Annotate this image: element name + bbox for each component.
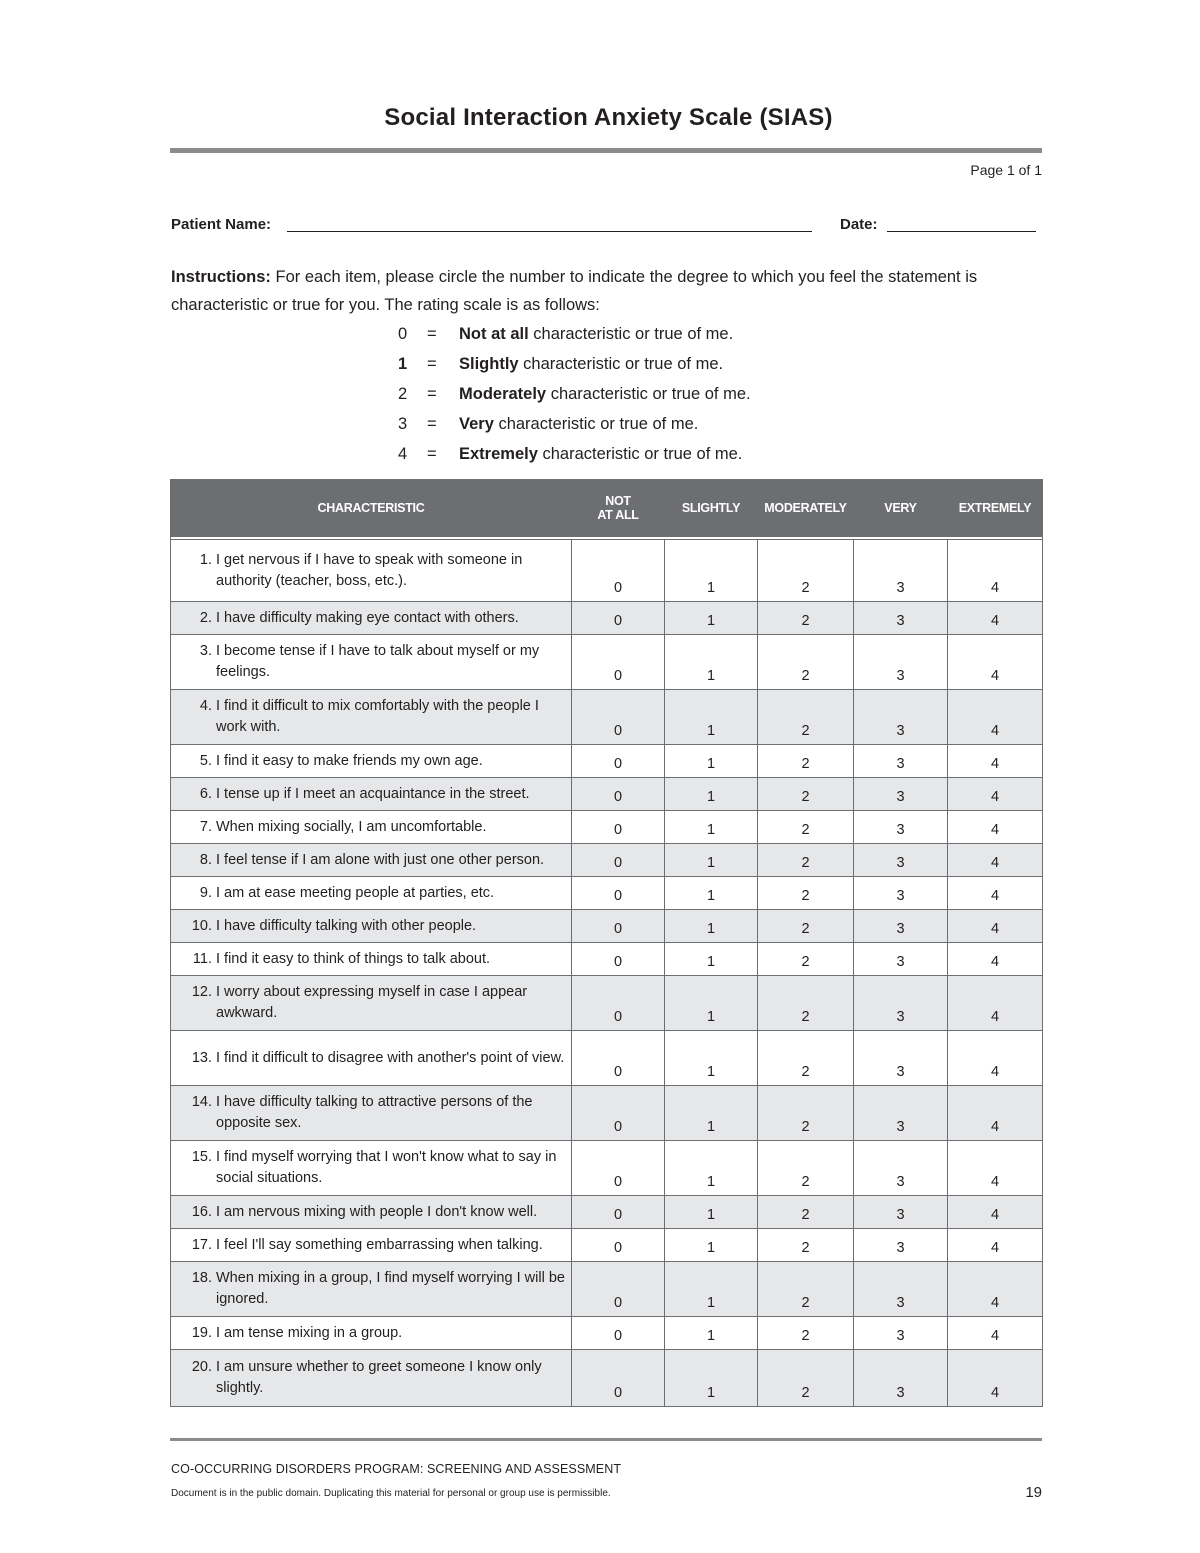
item-number: 18. xyxy=(191,1270,212,1286)
instructions xyxy=(171,263,1051,319)
rating-option[interactable]: 0 xyxy=(572,690,665,745)
rating-option[interactable]: 1 xyxy=(665,1317,758,1350)
rating-option[interactable]: 2 xyxy=(758,844,854,877)
item-number: 3. xyxy=(199,643,212,659)
rating-option[interactable]: 3 xyxy=(854,910,948,943)
item-text: I am at ease meeting people at parties, etc. xyxy=(216,884,495,901)
header-slightly: SLIGHTLY xyxy=(665,480,758,537)
rating-option[interactable]: 2 xyxy=(758,1262,854,1317)
page-number: 19 xyxy=(1025,1484,1042,1501)
rating-option[interactable]: 4 xyxy=(948,1196,1043,1229)
item-cell xyxy=(171,811,572,844)
item-number: 16. xyxy=(191,1203,212,1220)
rating-option[interactable]: 3 xyxy=(854,602,948,635)
table-row xyxy=(171,910,1043,943)
table-row xyxy=(171,1317,1043,1350)
rating-option[interactable]: 0 xyxy=(572,635,665,690)
item-text: I find it easy to think of things to talk about. xyxy=(216,950,491,967)
scale-number: 3 xyxy=(398,415,408,433)
rating-option[interactable]: 4 xyxy=(948,844,1043,877)
rating-option[interactable]: 2 xyxy=(758,690,854,745)
item-cell xyxy=(171,1350,572,1407)
rating-option[interactable]: 1 xyxy=(665,811,758,844)
table-row xyxy=(171,811,1043,844)
rating-option[interactable]: 4 xyxy=(948,1350,1043,1407)
item-number: 12. xyxy=(191,984,212,1000)
rating-option[interactable]: 1 xyxy=(665,1086,758,1141)
item-cell xyxy=(171,635,572,690)
rating-option[interactable]: 1 xyxy=(665,1196,758,1229)
rating-option[interactable]: 4 xyxy=(948,602,1043,635)
rating-option[interactable]: 4 xyxy=(948,811,1043,844)
scale-equals: = xyxy=(427,445,437,463)
item-cell xyxy=(171,1086,572,1141)
item-number: 17. xyxy=(191,1236,212,1253)
rating-option[interactable]: 1 xyxy=(665,844,758,877)
rating-option[interactable]: 3 xyxy=(854,1350,948,1407)
rating-option[interactable]: 4 xyxy=(948,690,1043,745)
table-row xyxy=(171,1141,1043,1196)
rating-option[interactable]: 3 xyxy=(854,745,948,778)
rating-option[interactable]: 2 xyxy=(758,540,854,602)
scale-number: 0 xyxy=(398,325,408,343)
item-cell xyxy=(171,745,572,778)
table-row xyxy=(171,976,1043,1031)
rating-option[interactable]: 2 xyxy=(758,778,854,811)
item-text: I get nervous if I have to speak with someone in authority (teacher, boss, etc.). xyxy=(216,551,523,589)
rating-option[interactable]: 3 xyxy=(854,690,948,745)
scale-label: Moderately xyxy=(459,385,547,403)
item-text: I find it easy to make friends my own age. xyxy=(216,752,483,769)
item-number: 9. xyxy=(199,884,212,901)
rating-option[interactable]: 0 xyxy=(572,811,665,844)
rating-option[interactable]: 3 xyxy=(854,1229,948,1262)
date-field[interactable] xyxy=(887,231,1036,232)
item-cell xyxy=(171,690,572,745)
rating-option[interactable]: 4 xyxy=(948,635,1043,690)
rating-option[interactable]: 4 xyxy=(948,976,1043,1031)
scale-number: 2 xyxy=(398,385,408,403)
item-text: I am tense mixing in a group. xyxy=(216,1324,403,1341)
item-text: I have difficulty talking to attractive persons of the opposite sex. xyxy=(216,1094,533,1131)
rating-option[interactable]: 3 xyxy=(854,1317,948,1350)
instructions-text: For each item, please circle the number to indicate the degree to which you feel the statement is characteristic or true for you. The rating scale is as follows: xyxy=(171,268,978,314)
rating-option[interactable]: 4 xyxy=(948,778,1043,811)
item-number: 7. xyxy=(199,818,212,835)
rating-option[interactable]: 3 xyxy=(854,1141,948,1196)
scale-row xyxy=(398,409,751,439)
rating-option[interactable]: 3 xyxy=(854,1262,948,1317)
item-number: 14. xyxy=(191,1094,212,1110)
rating-option[interactable]: 3 xyxy=(854,976,948,1031)
item-number: 2. xyxy=(199,609,212,626)
table-row xyxy=(171,690,1043,745)
scale-number: 4 xyxy=(398,445,408,463)
footer-note: Document is in the public domain. Duplicating this material for personal or group use is permissible. xyxy=(171,1488,611,1499)
rating-option[interactable]: 4 xyxy=(948,943,1043,976)
rating-option[interactable]: 3 xyxy=(854,1086,948,1141)
rating-option[interactable]: 4 xyxy=(948,745,1043,778)
header-not-at-all-line2: AT ALL xyxy=(597,508,639,522)
rating-option[interactable]: 4 xyxy=(948,1031,1043,1086)
rating-option[interactable]: 2 xyxy=(758,910,854,943)
scale-row xyxy=(398,379,751,409)
item-number: 15. xyxy=(191,1149,212,1165)
rating-option[interactable]: 1 xyxy=(665,745,758,778)
scale-row xyxy=(398,319,751,349)
scale-description: characteristic or true of me. xyxy=(528,325,734,343)
rating-option[interactable]: 3 xyxy=(854,1031,948,1086)
rating-option[interactable]: 0 xyxy=(572,745,665,778)
rating-option[interactable]: 4 xyxy=(948,1262,1043,1317)
instructions-lead: Instructions: xyxy=(171,268,271,286)
table-row xyxy=(171,1196,1043,1229)
scale-equals: = xyxy=(427,355,437,373)
rating-option[interactable]: 2 xyxy=(758,1141,854,1196)
item-number: 10. xyxy=(191,917,212,934)
item-cell xyxy=(171,1317,572,1350)
scale-label: Extremely xyxy=(459,445,538,463)
title-divider xyxy=(170,148,1042,153)
footer-divider xyxy=(170,1438,1042,1441)
rating-option[interactable]: 0 xyxy=(572,602,665,635)
scale-description: characteristic or true of me. xyxy=(493,415,699,433)
rating-option[interactable]: 2 xyxy=(758,745,854,778)
rating-option[interactable]: 2 xyxy=(758,1086,854,1141)
item-cell xyxy=(171,910,572,943)
table-row xyxy=(171,540,1043,602)
rating-option[interactable]: 2 xyxy=(758,1031,854,1086)
rating-option[interactable]: 1 xyxy=(665,540,758,602)
item-text: I worry about expressing myself in case I appear awkward. xyxy=(216,984,528,1021)
rating-option[interactable]: 0 xyxy=(572,540,665,602)
rating-option[interactable]: 0 xyxy=(572,778,665,811)
header-moderately: MODERATELY xyxy=(758,480,854,537)
item-number: 6. xyxy=(199,785,212,802)
item-number: 5. xyxy=(199,752,212,769)
rating-option[interactable]: 1 xyxy=(665,1350,758,1407)
rating-option[interactable]: 2 xyxy=(758,1317,854,1350)
rating-option[interactable]: 3 xyxy=(854,844,948,877)
rating-option[interactable]: 2 xyxy=(758,877,854,910)
rating-option[interactable]: 4 xyxy=(948,540,1043,602)
table-row xyxy=(171,844,1043,877)
rating-option[interactable]: 0 xyxy=(572,1031,665,1086)
scale-equals: = xyxy=(427,415,437,433)
item-number: 13. xyxy=(191,1049,212,1066)
scale-label: Not at all xyxy=(459,325,529,343)
scale-row xyxy=(398,439,751,469)
item-text: I feel tense if I am alone with just one other person. xyxy=(216,851,545,868)
footer-program: CO-OCCURRING DISORDERS PROGRAM: SCREENING AND ASSESSMENT xyxy=(171,1462,622,1476)
rating-option[interactable]: 4 xyxy=(948,1086,1043,1141)
table-row xyxy=(171,635,1043,690)
scale-equals: = xyxy=(427,325,437,343)
page-indicator: Page 1 of 1 xyxy=(970,162,1042,178)
rating-option[interactable]: 2 xyxy=(758,635,854,690)
rating-option[interactable]: 2 xyxy=(758,1229,854,1262)
rating-option[interactable]: 2 xyxy=(758,1196,854,1229)
rating-option[interactable]: 2 xyxy=(758,976,854,1031)
item-text: I find it difficult to mix comfortably with the people I work with. xyxy=(216,698,539,735)
item-cell xyxy=(171,602,572,635)
table-row xyxy=(171,1262,1043,1317)
item-number: 1. xyxy=(199,551,212,568)
rating-scale xyxy=(398,319,751,469)
rating-option[interactable]: 1 xyxy=(665,1262,758,1317)
rating-option[interactable]: 3 xyxy=(854,877,948,910)
rating-option[interactable]: 3 xyxy=(854,635,948,690)
rating-option[interactable]: 0 xyxy=(572,976,665,1031)
rating-option[interactable]: 4 xyxy=(948,1317,1043,1350)
rating-option[interactable]: 1 xyxy=(665,910,758,943)
rating-option[interactable]: 0 xyxy=(572,1196,665,1229)
header-very: VERY xyxy=(854,480,948,537)
scale-row xyxy=(398,349,751,379)
rating-option[interactable]: 4 xyxy=(948,877,1043,910)
table-row xyxy=(171,602,1043,635)
item-text: I become tense if I have to talk about myself or my feelings. xyxy=(216,643,540,680)
rating-option[interactable]: 0 xyxy=(572,844,665,877)
rating-option[interactable]: 1 xyxy=(665,877,758,910)
item-cell xyxy=(171,778,572,811)
header-extremely: EXTREMELY xyxy=(948,480,1043,537)
item-text: I am unsure whether to greet someone I know only slightly. xyxy=(216,1359,542,1396)
sias-table xyxy=(170,479,1043,1407)
item-text: I feel I'll say something embarrassing when talking. xyxy=(216,1236,543,1253)
item-text: I am nervous mixing with people I don't know well. xyxy=(216,1203,538,1220)
item-number: 8. xyxy=(199,851,212,868)
rating-option[interactable]: 4 xyxy=(948,1229,1043,1262)
item-number: 11. xyxy=(192,950,212,967)
item-cell xyxy=(171,943,572,976)
table-row xyxy=(171,745,1043,778)
table-row xyxy=(171,943,1043,976)
rating-option[interactable]: 0 xyxy=(572,910,665,943)
header-not-at-all-line1: NOT xyxy=(605,494,631,508)
rating-option[interactable]: 1 xyxy=(665,635,758,690)
item-cell xyxy=(171,540,572,602)
item-text: I have difficulty talking with other people. xyxy=(216,917,477,934)
rating-option[interactable]: 1 xyxy=(665,1141,758,1196)
rating-option[interactable]: 0 xyxy=(572,1317,665,1350)
item-cell xyxy=(171,1196,572,1229)
item-text: I find myself worrying that I won't know what to say in social situations. xyxy=(216,1149,557,1186)
rating-option[interactable]: 1 xyxy=(665,1229,758,1262)
table-body xyxy=(171,537,1043,1407)
item-text: I find it difficult to disagree with another's point of view. xyxy=(216,1049,565,1066)
rating-option[interactable]: 4 xyxy=(948,910,1043,943)
item-cell xyxy=(171,1262,572,1317)
rating-option[interactable]: 1 xyxy=(665,1031,758,1086)
rating-option[interactable]: 2 xyxy=(758,811,854,844)
page-title: Social Interaction Anxiety Scale (SIAS) xyxy=(384,104,833,131)
table-header-row xyxy=(171,480,1043,537)
scale-label: Slightly xyxy=(459,355,519,373)
item-cell xyxy=(171,1141,572,1196)
scale-number: 1 xyxy=(398,355,408,373)
scale-equals: = xyxy=(427,385,437,403)
table-row xyxy=(171,1031,1043,1086)
rating-option[interactable]: 0 xyxy=(572,877,665,910)
item-cell xyxy=(171,976,572,1031)
rating-option[interactable]: 3 xyxy=(854,811,948,844)
rating-option[interactable]: 0 xyxy=(572,1141,665,1196)
table-row xyxy=(171,1350,1043,1407)
item-cell xyxy=(171,877,572,910)
rating-option[interactable]: 1 xyxy=(665,778,758,811)
rating-option[interactable]: 3 xyxy=(854,540,948,602)
table-row xyxy=(171,778,1043,811)
item-text: When mixing in a group, I find myself worrying I will be ignored. xyxy=(216,1270,565,1307)
rating-option[interactable]: 0 xyxy=(572,1350,665,1407)
item-number: 20. xyxy=(191,1359,212,1375)
item-text: I have difficulty making eye contact with others. xyxy=(216,609,519,626)
rating-option[interactable]: 3 xyxy=(854,1196,948,1229)
item-cell xyxy=(171,844,572,877)
header-not-at-all xyxy=(572,480,665,537)
table-row xyxy=(171,1229,1043,1262)
scale-description: characteristic or true of me. xyxy=(546,385,751,403)
rating-option[interactable]: 3 xyxy=(854,778,948,811)
table-row xyxy=(171,1086,1043,1141)
item-cell xyxy=(171,1229,572,1262)
rating-option[interactable]: 2 xyxy=(758,943,854,976)
rating-option[interactable]: 0 xyxy=(572,1229,665,1262)
item-cell xyxy=(171,1031,572,1086)
rating-option[interactable]: 4 xyxy=(948,1141,1043,1196)
rating-option[interactable]: 0 xyxy=(572,1086,665,1141)
rating-option[interactable]: 1 xyxy=(665,976,758,1031)
header-characteristic: CHARACTERISTIC xyxy=(171,480,572,537)
item-number: 4. xyxy=(199,698,212,714)
rating-option[interactable]: 1 xyxy=(665,943,758,976)
scale-description: characteristic or true of me. xyxy=(537,445,743,463)
rating-option[interactable]: 2 xyxy=(758,602,854,635)
rating-option[interactable]: 0 xyxy=(572,1262,665,1317)
item-text: I tense up if I meet an acquaintance in the street. xyxy=(216,785,530,802)
rating-option[interactable]: 1 xyxy=(665,602,758,635)
scale-description: characteristic or true of me. xyxy=(518,355,724,373)
rating-option[interactable]: 3 xyxy=(854,943,948,976)
item-number: 19. xyxy=(191,1324,212,1341)
table-row xyxy=(171,877,1043,910)
date-label: Date: xyxy=(840,216,878,233)
rating-option[interactable]: 2 xyxy=(758,1350,854,1407)
scale-label: Very xyxy=(459,415,494,433)
rating-option[interactable]: 1 xyxy=(665,690,758,745)
patient-name-field[interactable] xyxy=(287,231,812,232)
rating-option[interactable]: 0 xyxy=(572,943,665,976)
patient-name-label: Patient Name: xyxy=(171,216,272,233)
item-text: When mixing socially, I am uncomfortable. xyxy=(216,818,487,835)
